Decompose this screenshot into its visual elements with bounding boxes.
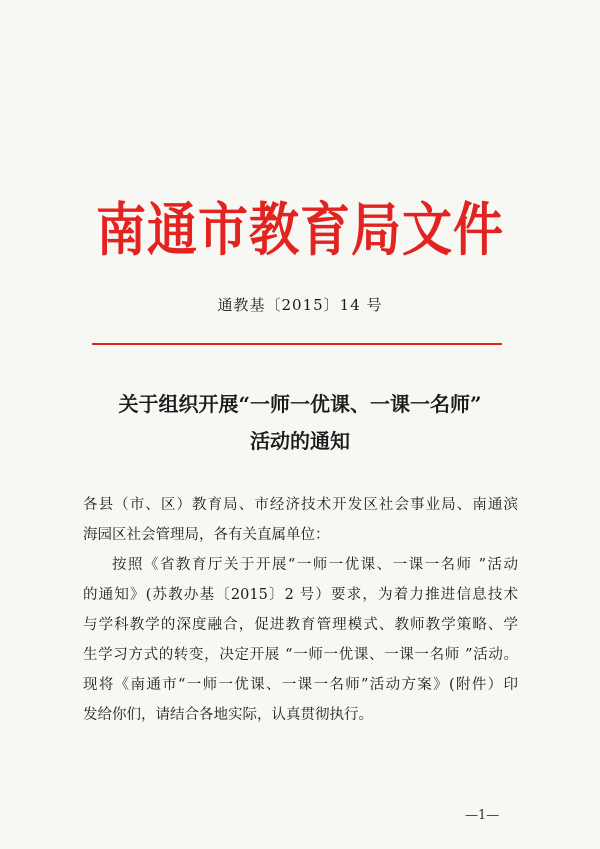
- body-line: 生学习方式的转变，决定开展 “一师一优课、一课一名师 ”活动。: [83, 647, 518, 663]
- body-line: 的通知》(苏教办基〔2015〕2 号）要求，为着力推进信息技术: [83, 587, 518, 603]
- red-divider: [92, 343, 502, 345]
- notice-title-line-1: 关于组织开展“一师一优课、一课一名师”: [118, 392, 482, 416]
- notice-title-line-2: 活动的通知: [250, 429, 350, 453]
- page-number: —1—: [465, 808, 500, 823]
- body-line: 海园区社会管理局，各有关直属单位：: [83, 527, 330, 543]
- masthead-title: 南通市教育局文件: [96, 196, 504, 264]
- body-line: 按照《省教育厅关于开展“一师一优课、一课一名师 ”活动: [112, 557, 518, 573]
- notice-body: [83, 490, 518, 730]
- document-number: 通教基〔2015〕14 号: [217, 296, 383, 314]
- body-line: 各县（市、区）教育局、市经济技术开发区社会事业局、南通滨: [83, 497, 518, 513]
- body-line: 现将《南通市“一师一优课、一课一名师”活动方案》(附件）印: [83, 677, 518, 693]
- body-line: 与学科教学的深度融合，促进教育管理模式、教师教学策略、学: [83, 617, 518, 633]
- body-line: 发给你们，请结合各地实际，认真贯彻执行。: [83, 707, 373, 723]
